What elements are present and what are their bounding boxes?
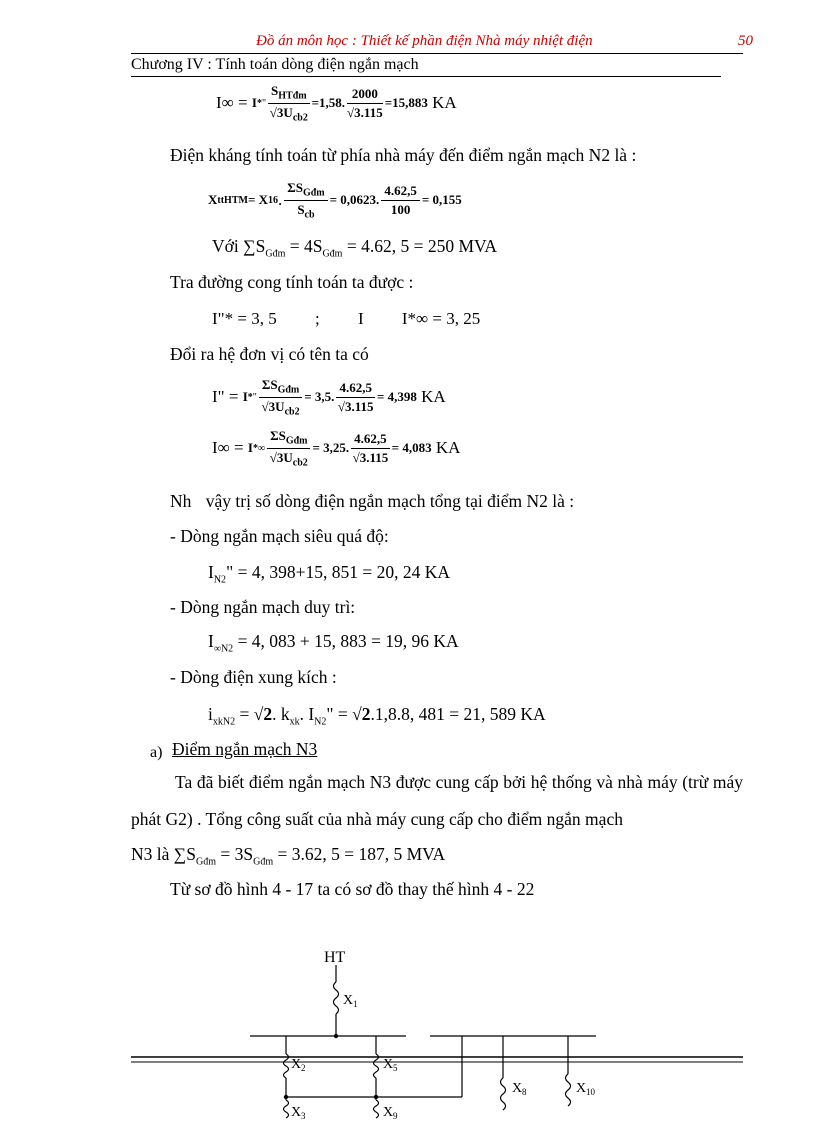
eq1-unit: KA [432,93,457,113]
label-ht: HT [324,949,346,966]
paragraph-8: Từ sơ đồ hình 4 - 17 ta có sơ đồ thay thế hình 4 - 22 [170,879,535,899]
label-x1: X [343,993,354,1008]
node-dot-2 [374,1095,378,1099]
page-number: 50 [738,33,753,49]
p2-sub1: Gđm [265,248,286,260]
paragraph-1: Điện kháng tính toán từ phía nhà máy đến điểm ngắn mạch N2 là : [170,145,637,165]
eq2-mid: = X [247,192,268,208]
eq4-lhs: I∞ = [212,438,244,458]
l3v-b: . k [272,704,290,724]
eq4-den: √3U [269,449,293,465]
eq1-den: √3U [269,104,293,120]
l3v-sqrt2: √2 [352,704,371,724]
eq2-den2: 100 [390,201,411,217]
eq3-den2: √3.115 [337,398,374,414]
eq3-i: I [242,389,248,405]
l3v-d: " = [326,704,353,724]
eq3-num-sub: Gđm [277,384,300,396]
p2-mid: = 4S [285,236,323,256]
equation-3: I" = I * " $\frac{\Sigma S_{Gđm}}{√3U_{cb2}}$ = 3,5. $\frac{4.62,5}{√3.115}$ = 4,398 KA [212,377,446,418]
eq2-lhs: X [208,192,218,208]
l3v-pre: i [208,704,213,724]
l1v-sub: N2 [213,574,227,586]
p4-a: I"* = 3, 5 [212,309,277,328]
eq4-i: I [247,440,253,456]
p6-b: vậy trị số dòng điện ngắn mạch tổng tại điểm N2 là : [205,491,575,511]
node-dot-3 [334,1034,338,1038]
paragraph-5: Đổi ra hệ đơn vị có tên ta có [170,344,369,364]
label-x8: X [512,1081,523,1096]
x9-coil [374,1100,379,1118]
label-x2: X [291,1057,302,1072]
list-item-3: - Dòng điện xung kích : [170,667,337,687]
para1b-sub1: Gđm [195,856,216,868]
eq1-lhs: I∞ = [216,93,248,113]
list-item-1: - Dòng ngắn mạch siêu quá độ: [170,526,389,546]
eq3-den-sub: cb2 [284,406,300,418]
label-x3-sub: 3 [301,1111,306,1121]
label-x1-sub: 1 [353,999,358,1009]
l2v-post: = 4, 083 + 15, 883 = 19, 96 KA [233,631,459,651]
p4-c: I*∞ = 3, 25 [401,309,481,328]
label-x9-sub: 9 [393,1111,398,1121]
p2-pre: Với ∑S [212,236,266,256]
l3v-a: = [235,704,254,724]
para1b-mid: = 3S [215,844,254,864]
list-item-2: - Dòng ngắn mạch duy trì: [170,597,356,617]
eq4-num: ΣS [270,428,286,443]
eq3-num: ΣS [261,377,278,392]
eq2-result: = 0,155 [421,192,462,208]
para1-text: Ta đã biết điểm ngắn mạch N3 được cung cấp bởi hệ thống và nhà máy (trừ máy phát G2) . Tổng công suất của nhà máy cung cấp cho điểm ngắn mạch [131,772,743,829]
eq4-result: = 4,083 [391,440,432,456]
eq2-num-sub: Gđm [302,187,325,199]
eq2-num2: 4.62,5 [381,183,420,201]
eq1-den-sub: cb2 [292,112,308,124]
p6-a: Nh [170,491,192,511]
eq3-val: = 3,5. [304,389,335,405]
para1b-sub2: Gđm [253,856,274,868]
eq3-lhs: I" = [212,387,239,407]
eq3-result: = 4,398 [376,389,417,405]
para1b-post: = 3.62, 5 = 187, 5 MVA [273,844,446,864]
eq4-num2: 4.62,5 [351,431,390,449]
section-label: a) [150,744,163,761]
eq1-i: I [251,95,257,111]
eq1-result: =15,883 [384,95,428,111]
label-x5-sub: 5 [393,1063,398,1073]
eq4-val: = 3,25. [312,440,350,456]
label-x5: X [383,1057,394,1072]
eq2-den: S [297,201,305,217]
eq1-mid: =1,58. [311,95,346,111]
chapter-title: Chương IV : Tính toán dòng điện ngắn mạch [131,56,419,73]
l3v-c: . I [299,704,315,724]
eq4-den-sub: cb2 [292,457,308,469]
label-x10: X [576,1081,587,1096]
equation-2: X ttHTM = X 16 . $\frac{\Sigma S_{Gđm}}{S_{cb}}$ = 0,0623. $\frac{4.62,5}{100}$ = 0,155 [208,180,462,221]
x8-coil [501,1078,506,1110]
l3v-sub3: N2 [314,716,327,728]
p4-sep: ; [314,309,320,328]
eq3-unit: KA [421,387,446,407]
label-x2-sub: 2 [301,1063,306,1073]
eq1-num2: 2000 [347,86,383,104]
eq4-num-sub: Gđm [285,435,308,447]
eq1-frac: $\frac{S_{HTđm}}{√3U_{cb2}}$ [269,83,308,124]
eq2-den-sub: cb [304,209,315,221]
p4-b: I [357,309,364,328]
x1-coil [334,982,339,1014]
eq3-den: √3U [261,398,285,414]
l3v-e: .1,8.8, 481 = 21, 589 KA [370,704,546,724]
x3b-coil [284,1100,289,1118]
eq4-den2: √3.115 [352,449,389,465]
eq4-unit: KA [435,438,461,458]
label-x10-sub: 10 [586,1087,595,1097]
eq2-val: = 0,0623. [329,192,380,208]
label-x9: X [383,1105,394,1120]
eq2-num: ΣS [287,180,303,195]
l3v-sub: xkN2 [212,716,236,728]
eq1-den2: √3.115 [347,104,383,120]
l1v-post: " = 4, 398+15, 851 = 20, 24 KA [226,562,450,582]
label-x3: X [291,1105,302,1120]
l3v-sub2: xk [289,716,300,728]
para1b-pre: N3 là ∑S [131,844,196,864]
eq3-num2: 4.62,5 [336,380,375,398]
l2v-sub: ∞N2 [213,643,234,655]
eq1-num: S [271,83,279,98]
header-title: Đồ án môn học : Thiết kế phần điện Nhà máy nhiệt điện [256,33,593,49]
equation-4: I∞ = I *∞ $\frac{\Sigma S_{Gđm}}{√3U_{cb2}}$ = 3,25. $\frac{4.62,5}{√3.115}$ = 4,083 KA [212,428,461,469]
l3v-sqrt: √2 [253,704,273,724]
l1v-pre: I [208,562,214,582]
p2-post: = 4.62, 5 = 250 MVA [342,236,498,256]
p2-sub2: Gđm [322,248,343,260]
equation-1: I∞ = I * " $\frac{S_{HTđm}}{√3U_{cb2}}$ =1,58. $\frac{2000}{√3.115}$ =15,883 KA [216,83,457,124]
section-title: Điểm ngắn mạch N3 [172,739,318,759]
paragraph-3: Tra đường cong tính toán ta được : [170,272,414,292]
x10-coil [566,1074,571,1106]
label-x8-sub: 8 [522,1087,527,1097]
node-dot-1 [284,1095,288,1099]
l2v-pre: I [208,631,214,651]
